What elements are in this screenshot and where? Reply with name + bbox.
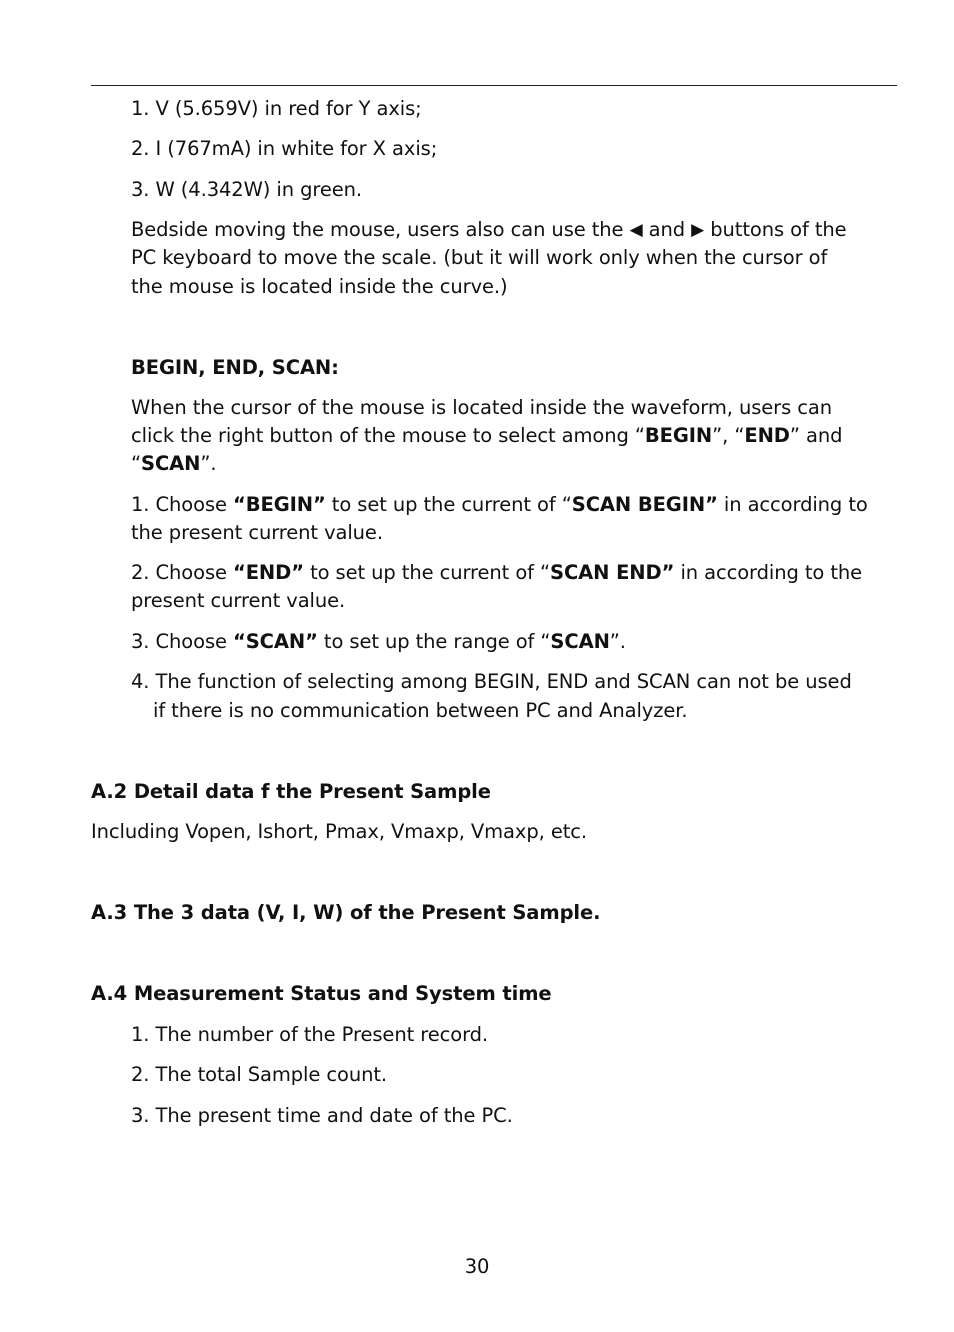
list-item: 3. W (4.342W) in green. bbox=[131, 178, 362, 201]
heading-text: A.2 Detail data f the Present Sample bbox=[91, 780, 491, 803]
paragraph-line: Including Vopen, Ishort, Pmax, Vmaxp, Vmaxp, etc. bbox=[91, 820, 587, 843]
text-span: 2. Choose bbox=[131, 561, 233, 584]
list-item-continuation: present current value. bbox=[131, 589, 346, 612]
list-item: 3. The present time and date of the PC. bbox=[131, 1104, 513, 1127]
text-span: ”, “ bbox=[712, 424, 745, 447]
list-item: 2. The total Sample count. bbox=[131, 1063, 387, 1086]
list-item: 1. V (5.659V) in red for Y axis; bbox=[131, 97, 422, 120]
text-span: buttons of the bbox=[710, 218, 847, 241]
keyword: SCAN BEGIN” bbox=[571, 493, 718, 516]
list-item bbox=[131, 491, 868, 520]
list-item: 2. I (767mA) in white for X axis; bbox=[131, 137, 438, 160]
text-span: ”. bbox=[200, 452, 217, 475]
text-span: ”. bbox=[609, 630, 626, 653]
keyword: BEGIN bbox=[644, 424, 713, 447]
section-heading bbox=[131, 354, 339, 383]
heading-text: BEGIN, END, SCAN: bbox=[131, 356, 339, 379]
list-item-continuation: if there is no communication between PC and Analyzer. bbox=[153, 699, 688, 722]
text-span: to set up the range of “ bbox=[317, 630, 551, 653]
text-span: click the right button of the mouse to select among “ bbox=[131, 424, 645, 447]
keyword: SCAN END” bbox=[550, 561, 675, 584]
keyword: SCAN bbox=[141, 452, 201, 475]
section-heading bbox=[91, 980, 552, 1009]
list-item bbox=[131, 559, 862, 588]
paragraph-line bbox=[131, 422, 842, 451]
text-span: ” and bbox=[789, 424, 843, 447]
right-arrow-icon: ▶ bbox=[691, 220, 705, 240]
text-span: 3. Choose bbox=[131, 630, 233, 653]
paragraph-line: When the cursor of the mouse is located inside the waveform, users can bbox=[131, 396, 832, 419]
paragraph-line bbox=[131, 450, 217, 479]
keyword: “END” bbox=[233, 561, 304, 584]
keyword: “SCAN” bbox=[233, 630, 318, 653]
page-number: 30 bbox=[464, 1255, 490, 1278]
keyword: “BEGIN” bbox=[233, 493, 326, 516]
text-span: Bedside moving the mouse, users also can use the bbox=[131, 218, 624, 241]
text-span: “ bbox=[131, 452, 142, 475]
list-item-continuation: the present current value. bbox=[131, 521, 383, 544]
text-span: in according to bbox=[717, 493, 868, 516]
list-item: 4. The function of selecting among BEGIN, END and SCAN can not be used bbox=[131, 670, 852, 693]
text-span: to set up the current of “ bbox=[303, 561, 551, 584]
section-heading bbox=[91, 899, 600, 928]
text-span: 1. Choose bbox=[131, 493, 233, 516]
keyword: END bbox=[744, 424, 790, 447]
left-arrow-icon: ◀ bbox=[629, 220, 643, 240]
paragraph-line bbox=[131, 216, 847, 245]
paragraph-line: the mouse is located inside the curve.) bbox=[131, 275, 508, 298]
list-item: 1. The number of the Present record. bbox=[131, 1023, 489, 1046]
list-item bbox=[131, 628, 626, 657]
text-span: to set up the current of “ bbox=[325, 493, 572, 516]
section-heading bbox=[91, 778, 491, 807]
heading-text: A.4 Measurement Status and System time bbox=[91, 982, 552, 1005]
keyword: SCAN bbox=[550, 630, 610, 653]
paragraph-line: PC keyboard to move the scale. (but it will work only when the cursor of bbox=[131, 246, 828, 269]
text-span: and bbox=[648, 218, 686, 241]
heading-text: A.3 The 3 data (V, I, W) of the Present Sample. bbox=[91, 901, 601, 924]
text-span: in according to the bbox=[674, 561, 863, 584]
